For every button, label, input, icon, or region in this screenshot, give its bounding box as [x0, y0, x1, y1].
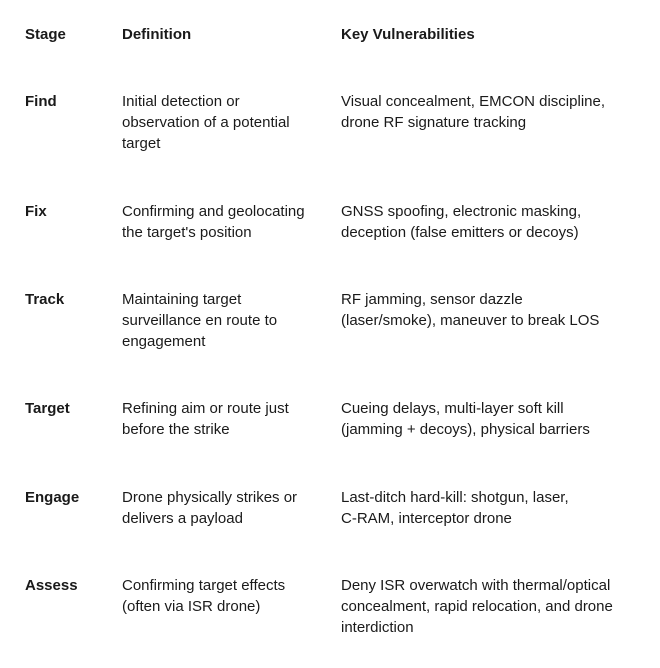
row-definition: Confirming target effects (often via ISR drone) [122, 577, 286, 615]
row-stage: Fix [25, 203, 47, 220]
row-stage: Assess [25, 577, 78, 594]
row-vulnerabilities: Visual concealment, EMCON discipline, drone RF signature tracking [341, 93, 606, 131]
row-stage: Find [25, 93, 57, 110]
row-definition: Drone physically strikes or delivers a payload [122, 489, 298, 527]
row-vulnerabilities: RF jamming, sensor dazzle (laser/smoke), maneuver to break LOS [341, 291, 600, 329]
row-definition: Maintaining target surveillance en route to engagement [122, 291, 278, 350]
header-definition: Definition [122, 26, 192, 43]
row-vulnerabilities: GNSS spoofing, electronic masking, deception (false emitters or decoys) [341, 203, 582, 241]
row-stage: Engage [25, 489, 80, 506]
row-definition: Initial detection or observation of a potential target [122, 93, 290, 152]
row-vulnerabilities: Deny ISR overwatch with thermal/optical concealment, rapid relocation, and drone interdiction [341, 577, 613, 636]
row-definition: Confirming and geolocating the target's position [122, 203, 305, 241]
row-vulnerabilities: Cueing delays, multi-layer soft kill (jamming + decoys), physical barriers [341, 400, 590, 438]
row-vulnerabilities: Last-ditch hard-kill: shotgun, laser, C-RAM, interceptor drone [341, 489, 569, 527]
header-vulnerabilities: Key Vulnerabilities [341, 26, 475, 43]
row-stage: Target [25, 400, 70, 417]
header-stage: Stage [25, 26, 66, 43]
row-definition: Refining aim or route just before the strike [122, 400, 289, 438]
row-stage: Track [25, 291, 65, 308]
